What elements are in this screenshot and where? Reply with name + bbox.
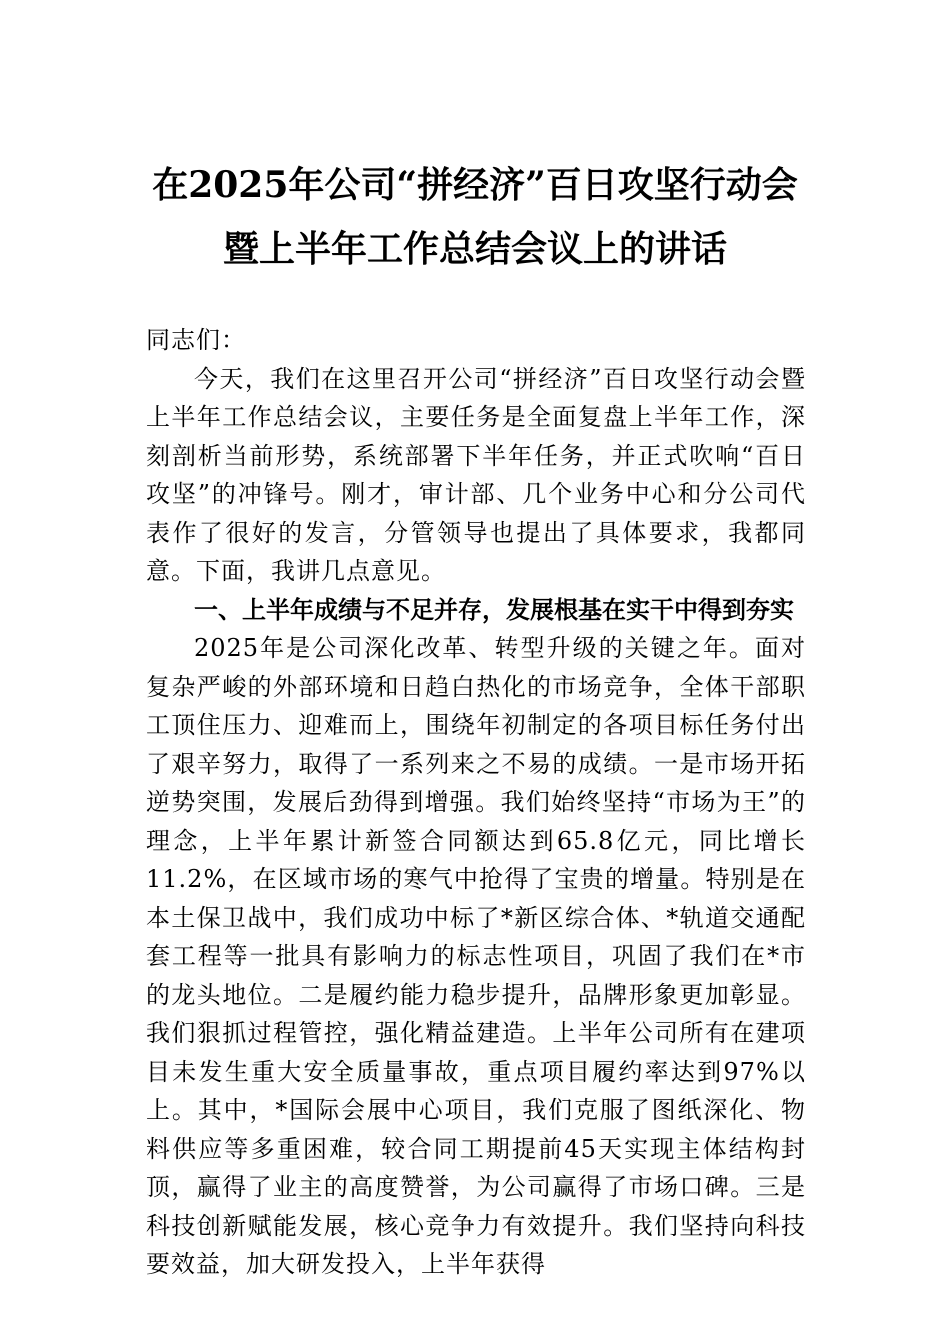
document-body: [146, 321, 806, 1284]
title-line-2: 暨上半年工作总结会议上的讲话: [222, 228, 727, 270]
salutation: 同志们：: [146, 326, 246, 354]
section-heading-1: 一、上半年成绩与不足并存，发展根基在实干中得到夯实: [194, 595, 794, 624]
paragraph-section-1: 2025年是公司深化改革、转型升级的关键之年。面对复杂严峻的外部环境和日趋白热化的市场竞争，全体干部职工顶住压力、迎难而上，围绕年初制定的各项目标任务付出了艰辛努力，取得了一系列来之不易的成绩。一是市场开拓逆势突围，发展后劲得到增强。我们始终坚持“市场为王”的理念，上半年累计新签合同额达到65.8亿元，同比增长11.2%，在区域市场的寒气中抢得了宝贵的增量。特别是在本土保卫战中，我们成功中标了*新区综合体、*轨道交通配套工程等一批具有影响力的标志性项目，巩固了我们在*市的龙头地位。二是履约能力稳步提升，品牌形象更加彰显。我们狠抓过程管控，强化精益建造。上半年公司所有在建项目未发生重大安全质量事故，重点项目履约率达到97%以上。其中，*国际会展中心项目，我们克服了图纸深化、物料供应等多重困难，较合同工期提前45天实现主体结构封顶，赢得了业主的高度赞誉，为公司赢得了市场口碑。三是科技创新赋能发展，核心竞争力有效提升。我们坚持向科技要效益，加大研发投入，上半年获得: [146, 634, 806, 1278]
paragraph-intro: 今天，我们在这里召开公司“拼经济”百日攻坚行动会暨上半年工作总结会议，主要任务是全面复盘上半年工作，深刻剖析当前形势，系统部署下半年任务，并正式吹响“百日攻坚”的冲锋号。刚才，审计部、几个业务中心和分公司代表作了很好的发言，分管领导也提出了具体要求，我都同意。下面，我讲几点意见。: [146, 364, 806, 585]
title-line-1: 在2025年公司“拼经济”百日攻坚行动会: [152, 164, 798, 206]
